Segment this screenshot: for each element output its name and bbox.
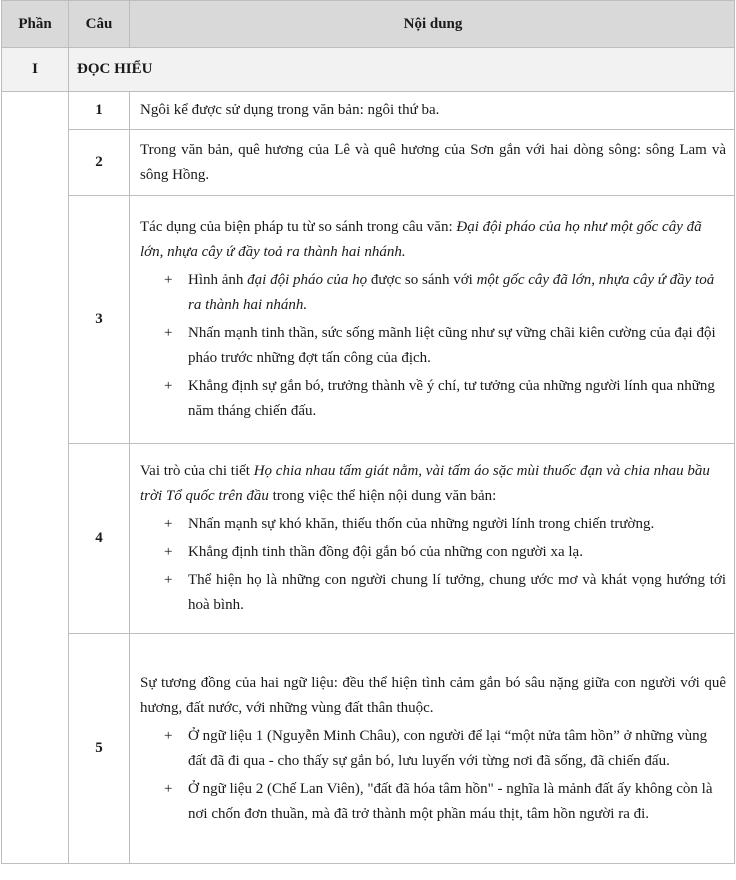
- header-cau: Câu: [69, 1, 130, 48]
- question-number-2: 2: [69, 130, 130, 196]
- answer-3-list: [140, 268, 726, 424]
- question-row-5: [2, 634, 735, 864]
- section-title: ĐỌC HIỂU: [69, 48, 735, 92]
- question-number-3: 3: [69, 196, 130, 444]
- answer-4-bullet-1: + Nhấn mạnh sự khó khăn, thiếu thốn của những người lính trong chiến trường.: [188, 512, 726, 537]
- question-number-1: 1: [69, 92, 130, 130]
- question-number-4: 4: [69, 444, 130, 634]
- answer-3-bullet-1-quote-a: đại đội pháo của họ: [247, 272, 368, 288]
- header-row: [2, 1, 735, 48]
- answer-3-bullet-3: + Khẳng định sự gắn bó, trưởng thành về ý chí, tư tưởng của những người lính qua những năm tháng chiến đấu.: [188, 374, 726, 424]
- answer-4-list: [140, 512, 726, 618]
- section-row: [2, 48, 735, 92]
- answer-3-bullet-1-text-b: được so sánh với: [367, 272, 477, 288]
- question-number-5: 5: [69, 634, 130, 864]
- answer-1: Ngôi kể được sử dụng trong văn bản: ngôi thứ ba.: [130, 92, 735, 130]
- answer-4-intro-quote: Họ chia nhau tấm giát nằm, vài tấm áo sặc mùi thuốc đạn và chia nhau bầu trời Tổ quốc trên đầu: [140, 463, 710, 504]
- answer-table: [1, 0, 735, 864]
- header-phan: Phần: [2, 1, 69, 48]
- answer-3-intro-text: Tác dụng của biện pháp tu từ so sánh trong câu văn:: [140, 219, 457, 235]
- answer-5-bullet-2: + Ở ngữ liệu 2 (Chế Lan Viên), "đất đã hóa tâm hồn" - nghĩa là mảnh đất ấy không còn là nơi chốn đơn thuần, mà đã trở thành một phần máu thịt, tâm hồn người ra đi.: [188, 777, 726, 827]
- answer-4-intro-text-b: trong việc thể hiện nội dung văn bản:: [268, 488, 497, 504]
- answer-5-list: [140, 724, 726, 827]
- answer-3-bullet-1-quote-b: một gốc cây đã lớn, nhựa cây ứ đầy toả ra thành hai nhánh.: [188, 272, 715, 313]
- answer-4-bullet-2: + Khẳng định tinh thần đồng đội gắn bó của những con người xa lạ.: [188, 540, 726, 565]
- header-content: Nội dung: [130, 1, 735, 48]
- answer-4-intro: [140, 459, 726, 509]
- question-row-3: [2, 196, 735, 444]
- answer-4-bullet-3: + Thể hiện họ là những con người chung lí tưởng, chung ước mơ và khát vọng hướng tới hoà bình.: [188, 568, 726, 618]
- answer-3-bullet-1: [188, 268, 726, 318]
- answer-5-intro: Sự tương đồng của hai ngữ liệu: đều thể hiện tình cảm gắn bó sâu nặng giữa con người với quê hương, đất nước, với những vùng đất thân thuộc.: [140, 674, 726, 716]
- question-row-4: [2, 444, 735, 634]
- answer-4-intro-text-a: Vai trò của chi tiết: [140, 463, 254, 479]
- phan-empty-cell: [2, 92, 69, 864]
- question-row-2: [2, 130, 735, 196]
- answer-3-bullet-2: + Nhấn mạnh tinh thần, sức sống mãnh liệt cũng như sự vững chãi kiên cường của đại đội pháo trước những đợt tấn công của địch.: [188, 321, 726, 371]
- section-number: I: [2, 48, 69, 92]
- question-row-1: [2, 92, 735, 130]
- answer-5: [130, 634, 735, 864]
- answer-5-bullet-1: + Ở ngữ liệu 1 (Nguyễn Minh Châu), con người để lại “một nửa tâm hồn” ở những vùng đất đã đi qua - cho thấy sự gắn bó, lưu luyến với từng nơi đã sống, đã chiến đấu.: [188, 724, 726, 774]
- answer-3-intro-quote: Đại đội pháo của họ như một gốc cây đã lớn, nhựa cây ứ đầy toả ra thành hai nhánh.: [140, 219, 702, 260]
- answer-3-bullet-1-text-a: Hình ảnh: [188, 272, 248, 288]
- answer-3-intro: [140, 215, 726, 265]
- answer-2: Trong văn bản, quê hương của Lê và quê hương của Sơn gắn với hai dòng sông: sông Lam và sông Hồng.: [130, 130, 735, 196]
- answer-4: [130, 444, 735, 634]
- answer-3: [130, 196, 735, 444]
